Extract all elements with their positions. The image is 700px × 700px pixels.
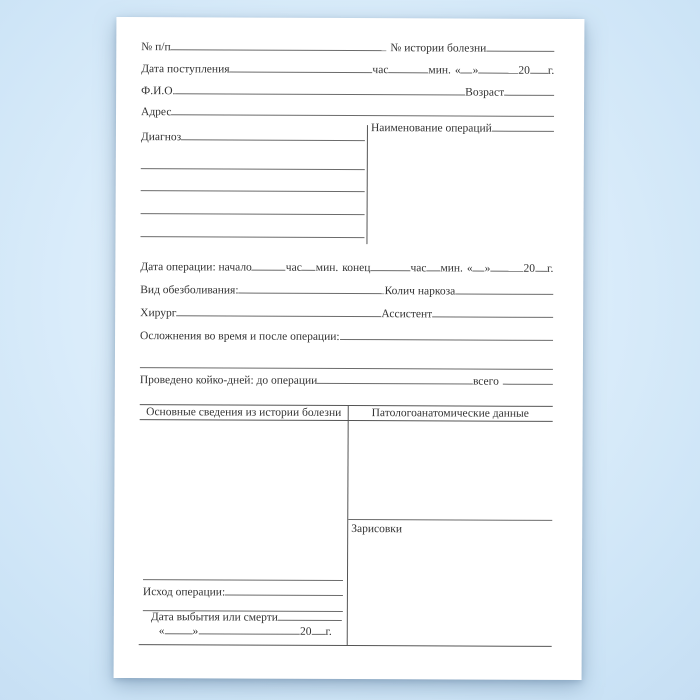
medical-form-paper [114, 17, 585, 680]
minute-blank-line [426, 262, 440, 271]
century-label: 20 [523, 262, 536, 275]
admission-date-label: Дата поступления [141, 63, 230, 76]
year-blank-line [535, 263, 547, 272]
field-address [141, 105, 554, 122]
month-blank-line [198, 625, 300, 634]
address-blank-line [171, 106, 554, 117]
quote-close: » [192, 625, 199, 638]
table-header-row [140, 405, 553, 422]
quote-open: « [158, 625, 165, 638]
field-operations-name [371, 121, 554, 137]
field-outcome [143, 586, 343, 600]
quote-open: « [466, 262, 473, 275]
sketches-label: Зарисовки [351, 523, 403, 536]
field-serial-and-history [141, 40, 554, 57]
month-blank-line [490, 263, 523, 272]
complications-label: Осложнения во время и после операции: [140, 330, 340, 343]
hour-label: час [410, 262, 427, 275]
field-anesthesia [140, 283, 553, 300]
field-discharge-day-month-year [159, 625, 332, 639]
anesthesia-amount-label: Колич наркоза [384, 285, 456, 298]
diagnosis-ruled-line [141, 213, 365, 215]
age-blank-line [504, 87, 554, 96]
table-header-history: Основные сведения из истории болезни [146, 406, 342, 419]
assistant-blank-line [432, 308, 553, 318]
field-operation-date [140, 260, 553, 277]
table-header-pathology: Патологоанатомические данные [371, 407, 529, 420]
minute-label: мин. [440, 262, 463, 275]
field-diagnosis [141, 130, 365, 146]
history-number-label: № истории болезни [390, 42, 487, 55]
year-blank-line [530, 65, 548, 74]
field-fio-age [141, 84, 554, 101]
hour-blank-line [388, 64, 428, 73]
sketches-separator-line [348, 519, 552, 521]
bed-days-total-blank-line [503, 376, 553, 385]
serial-number-label: № п/п [141, 41, 171, 54]
start-blank-line [252, 262, 286, 271]
surgeon-label: Хирург [140, 307, 177, 320]
field-surgeon-assistant [140, 306, 553, 323]
quote-close: » [472, 64, 479, 77]
field-admission-date [141, 62, 554, 79]
month-blank-line [478, 65, 518, 74]
year-suffix-label: г. [547, 262, 554, 275]
history-pathology-table [139, 404, 553, 647]
operations-name-blank-line [492, 123, 554, 132]
address-label: Адрес [141, 106, 172, 119]
bed-days-total-label: всего [472, 375, 499, 388]
operation-date-label: Дата операции: начало [140, 261, 252, 274]
century-label: 20 [518, 64, 530, 77]
discharge-date-label: Дата выбытия или смерти [150, 611, 278, 624]
diagnosis-blank-line [181, 131, 365, 141]
minute-label: мин. [428, 64, 451, 77]
age-label: Возраст [465, 86, 505, 99]
minute-blank-line [302, 262, 316, 271]
diagnosis-ruled-line [141, 190, 365, 192]
bed-days-label: Проведено койко-дней: до операции [139, 374, 318, 387]
complications-continuation-line [140, 367, 553, 370]
complications-blank-line [340, 331, 553, 341]
year-blank-line [311, 626, 325, 635]
assistant-label: Ассистент [381, 308, 433, 321]
outcome-label: Исход операции: [142, 586, 226, 599]
day-blank-line [473, 263, 485, 272]
surgeon-blank-line [176, 307, 381, 317]
quote-open: « [454, 64, 461, 77]
discharge-date-blank-line [278, 612, 342, 621]
minute-label: мин. [315, 261, 339, 274]
serial-number-blank-line [171, 41, 387, 51]
table-column-divider [347, 406, 349, 645]
year-suffix-label: г. [325, 625, 332, 638]
field-bed-days [140, 373, 553, 390]
history-number-blank-line [486, 43, 554, 52]
anesthesia-type-blank-line [239, 285, 385, 295]
diagnosis-ruled-line [140, 236, 364, 238]
anesthesia-amount-blank-line [455, 285, 553, 294]
year-suffix-label: г. [547, 64, 555, 77]
hour-label: час [372, 64, 389, 77]
bed-days-before-blank-line [317, 375, 473, 385]
field-complications [140, 329, 553, 346]
day-blank-line [165, 625, 193, 634]
hour-label: час [285, 261, 302, 274]
anesthesia-type-label: Вид обезболивания: [140, 284, 239, 297]
diagnosis-label: Диагноз [140, 131, 182, 144]
fio-blank-line [175, 85, 465, 95]
outcome-blank-line [225, 586, 343, 596]
fio-label: Ф.И.О. [141, 85, 176, 98]
end-blank-line [370, 262, 410, 271]
end-label: конец [342, 261, 371, 275]
diagnosis-ruled-line [141, 168, 365, 170]
admission-date-blank-line [230, 63, 373, 73]
day-blank-line [461, 64, 473, 73]
outcome-ruled-line [143, 579, 343, 581]
century-label: 20 [299, 625, 312, 638]
field-discharge-date [151, 611, 342, 625]
quote-close: » [484, 262, 491, 275]
operations-name-label: Наименование операций [370, 122, 492, 135]
diagnosis-section-divider [366, 125, 368, 244]
